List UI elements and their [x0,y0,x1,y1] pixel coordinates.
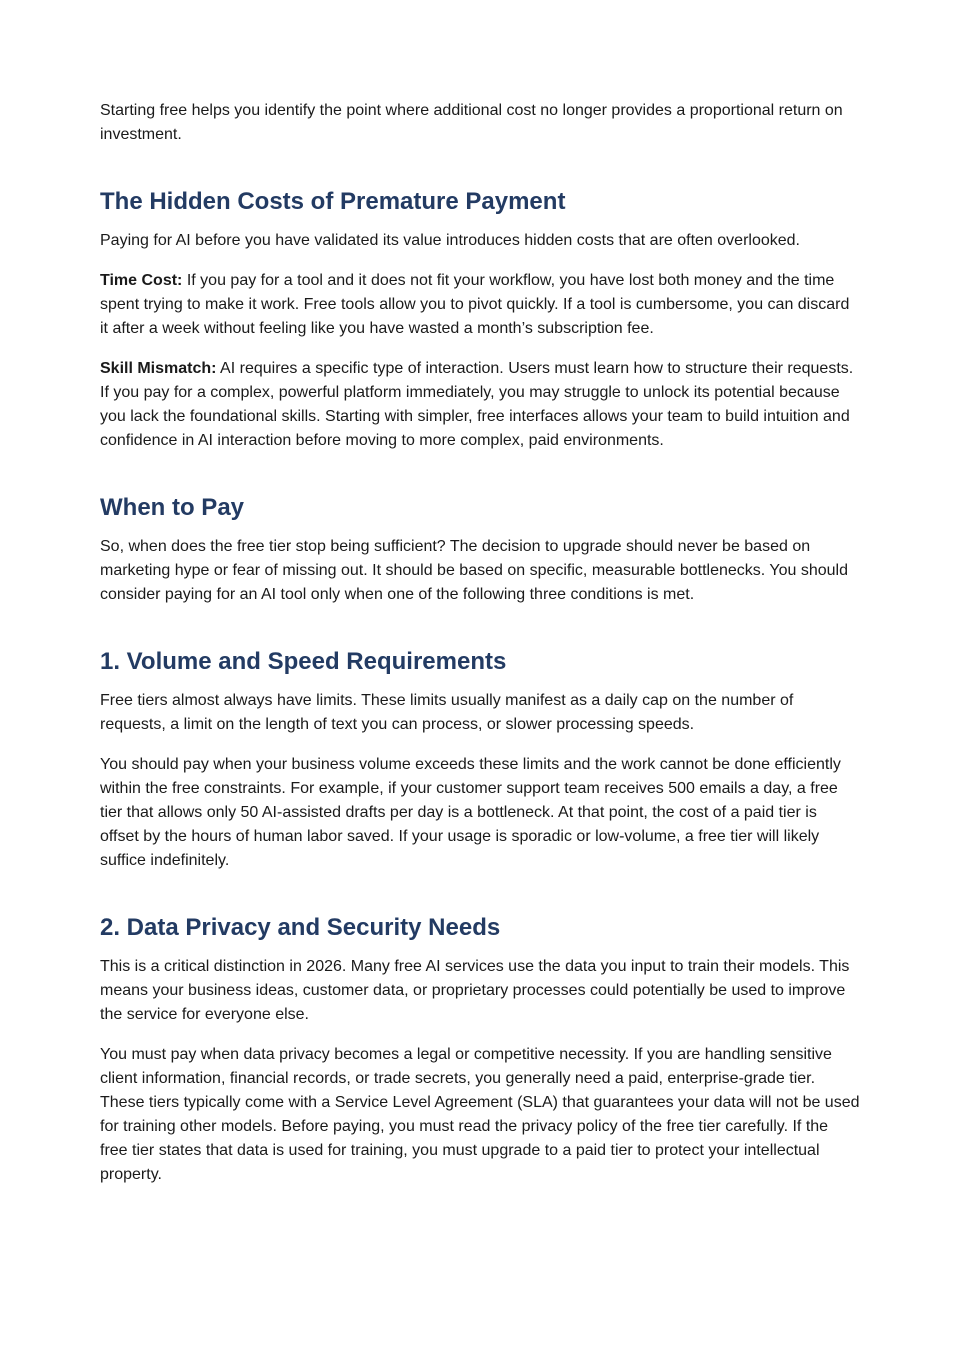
time-cost-text: If you pay for a tool and it does not fit your workflow, you have lost both money and the time spent trying to make it work. Free tools allow you to pivot quickly. If a tool is cumbersome, you can discard it after a week without feeling like you have wasted a month’s subscription fee. [100,272,850,337]
section-when-to-pay [100,493,860,607]
skill-mismatch-paragraph [100,357,860,453]
section-heading: 2. Data Privacy and Security Needs [100,914,501,941]
section-lead-paragraph: Paying for AI before you have validated its value introduces hidden costs that are often overlooked. [100,232,800,249]
section-heading: 1. Volume and Speed Requirements [100,648,507,675]
intro-paragraph: Starting free helps you identify the point where additional cost no longer provides a proportional return on investment. [100,102,843,143]
skill-mismatch-text: AI requires a specific type of interaction. Users must learn how to structure their requests. If you pay for a complex, powerful platform immediately, you may struggle to unlock its potential because you lack the foundational skills. Starting with simpler, free interfaces allows your team to build intuition and confidence in AI interaction before moving to more complex, paid environments. [100,360,854,449]
section-volume-speed [100,647,860,873]
skill-mismatch-label: Skill Mismatch: [100,360,217,377]
section-data-privacy [100,913,860,1187]
section-heading: When to Pay [100,494,245,521]
privacy-paragraph-1: This is a critical distinction in 2026. Many free AI services use the data you input to train their models. This means your business ideas, customer data, or proprietary processes could potentially be used to improve the service for everyone else. [100,958,850,1023]
section-heading: The Hidden Costs of Premature Payment [100,188,566,215]
volume-paragraph-1: Free tiers almost always have limits. These limits usually manifest as a daily cap on the number of requests, a limit on the length of text you can process, or slower processing speeds. [100,692,794,733]
section-hidden-costs [100,187,860,453]
time-cost-paragraph [100,269,860,341]
volume-paragraph-2: You should pay when your business volume exceeds these limits and the work cannot be done efficiently within the free constraints. For example, if your customer support team receives 500 emails a day, a free tier that allows only 50 AI-assisted drafts per day is a bottleneck. At that point, the cost of a paid tier is offset by the hours of human labor saved. If your usage is sporadic or low-volume, a free tier will likely suffice indefinitely. [100,756,841,869]
time-cost-label: Time Cost: [100,272,183,289]
privacy-paragraph-2: You must pay when data privacy becomes a legal or competitive necessity. If you are handling sensitive client information, financial records, or trade secrets, you generally need a paid, enterprise-grade tier. These tiers typically come with a Service Level Agreement (SLA) that guarantees your data will not be used for training other models. Before paying, you must read the privacy policy of the free tier carefully. If the free tier states that data is used for training, you must upgrade to a paid tier to protect your intellectual property. [100,1046,860,1183]
when-to-pay-paragraph: So, when does the free tier stop being sufficient? The decision to upgrade should never be based on marketing hype or fear of missing out. It should be based on specific, measurable bottlenecks. You should consider paying for an AI tool only when one of the following three conditions is met. [100,538,848,603]
document-page [100,99,860,1203]
